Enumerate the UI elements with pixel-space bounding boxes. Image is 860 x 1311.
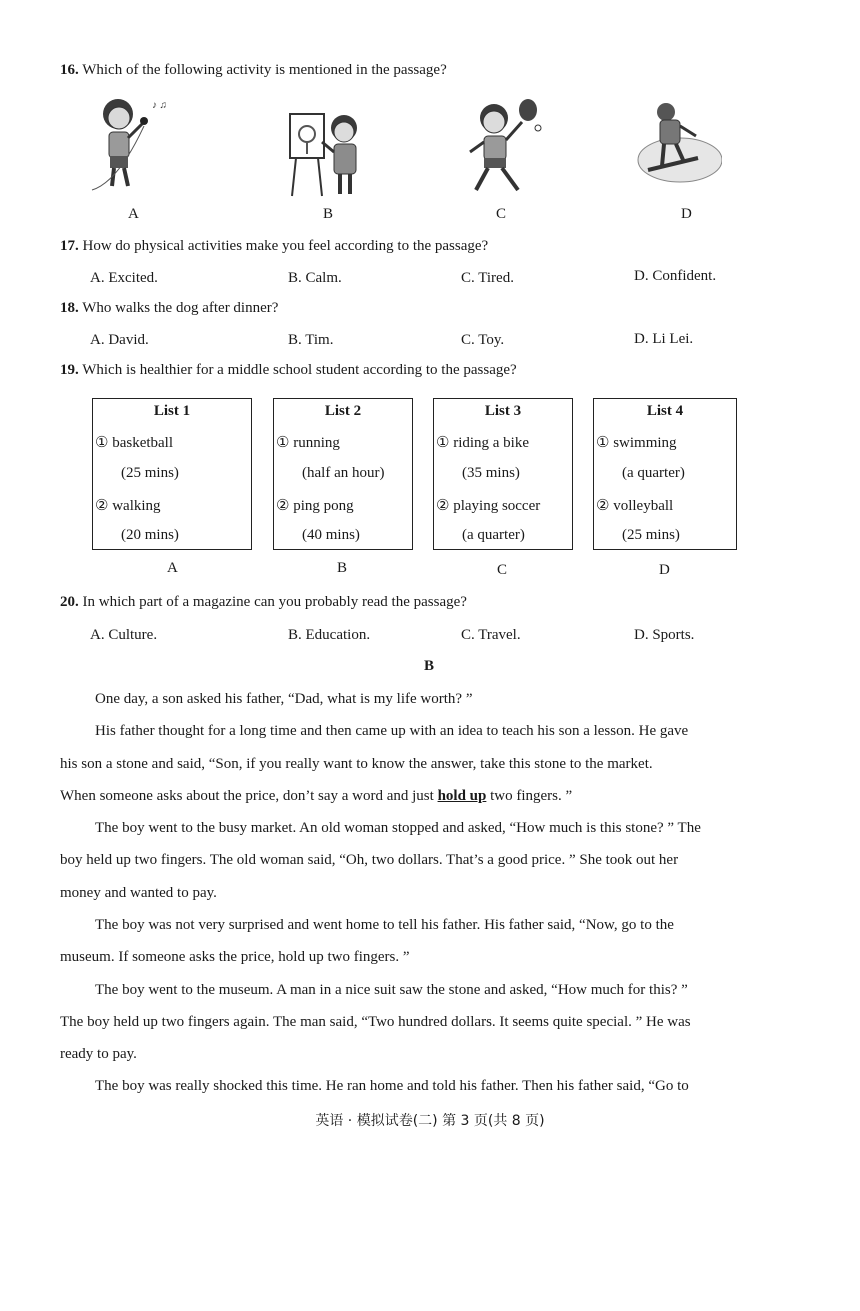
question-number: 20. bbox=[60, 594, 79, 610]
list-item-1: ① riding a bike bbox=[436, 435, 530, 451]
painting-girl-icon bbox=[286, 106, 372, 206]
passage-line bbox=[60, 788, 800, 805]
passage-line: money and wanted to pay. bbox=[60, 885, 217, 901]
passage-text: two fingers. ” bbox=[490, 788, 573, 804]
passage-line: The boy went to the busy market. An old woman stopped and asked, “How much is this stone? ” The bbox=[95, 820, 701, 836]
list-duration-2: (a quarter) bbox=[462, 527, 525, 543]
option-d[interactable]: D. Li Lei. bbox=[634, 331, 694, 347]
passage-line: boy held up two fingers. The old woman said, “Oh, two dollars. That’s a good price. ” She took out her bbox=[60, 852, 679, 868]
list-item-2: ② walking bbox=[95, 498, 161, 514]
page-footer: 英语 · 模拟试卷(二) 第 3 页(共 8 页) bbox=[315, 1113, 545, 1129]
svg-text:♪ ♫: ♪ ♫ bbox=[152, 100, 167, 111]
option-picture-d[interactable] bbox=[636, 96, 722, 196]
underlined-phrase: hold up bbox=[437, 788, 487, 804]
question-text: Who walks the dog after dinner? bbox=[82, 300, 279, 316]
option-b[interactable]: B. Education. bbox=[288, 627, 371, 643]
question-number: 18. bbox=[60, 300, 79, 316]
list-letter: B bbox=[337, 560, 348, 576]
passage-line: his son a stone and said, “Son, if you really want to know the answer, take this stone to the market. bbox=[60, 756, 653, 772]
picture-letter: B bbox=[323, 206, 334, 222]
question-17 bbox=[60, 238, 488, 255]
list-letter: D bbox=[659, 562, 670, 578]
list-item-2: ② volleyball bbox=[596, 498, 674, 514]
list-duration-1: (a quarter) bbox=[622, 465, 685, 481]
list-title: List 3 bbox=[484, 403, 522, 419]
passage-line: His father thought for a long time and then came up with an idea to teach his son a lesson. He gave bbox=[95, 723, 689, 739]
question-text: How do physical activities make you feel according to the passage? bbox=[82, 238, 489, 254]
question-16 bbox=[60, 62, 447, 79]
question-19 bbox=[60, 362, 517, 379]
list-box-4[interactable] bbox=[593, 398, 737, 550]
option-picture-b[interactable] bbox=[286, 106, 372, 206]
question-18 bbox=[60, 300, 278, 317]
list-box-1[interactable] bbox=[92, 398, 252, 550]
list-duration-1: (35 mins) bbox=[462, 465, 520, 481]
section-heading: B bbox=[424, 658, 435, 674]
option-b[interactable]: B. Tim. bbox=[288, 332, 334, 348]
singing-boy-icon bbox=[88, 92, 174, 192]
list-title: List 2 bbox=[324, 403, 362, 419]
picture-letter: C bbox=[496, 206, 507, 222]
list-title: List 4 bbox=[646, 403, 684, 419]
question-number: 19. bbox=[60, 362, 79, 378]
list-box-2[interactable] bbox=[273, 398, 413, 550]
passage-line: The boy went to the museum. A man in a nice suit saw the stone and asked, “How much for this? ” bbox=[95, 982, 688, 998]
list-box-3[interactable] bbox=[433, 398, 573, 550]
list-duration-2: (25 mins) bbox=[622, 527, 680, 543]
option-c[interactable]: C. Toy. bbox=[461, 332, 505, 348]
option-c[interactable]: C. Travel. bbox=[461, 627, 521, 643]
question-text: In which part of a magazine can you probably read the passage? bbox=[82, 594, 467, 610]
passage-line: The boy was really shocked this time. He ran home and told his father. Then his father said, “Go to bbox=[95, 1078, 689, 1094]
passage-line: One day, a son asked his father, “Dad, what is my life worth? ” bbox=[95, 691, 473, 707]
list-letter: A bbox=[167, 560, 178, 576]
option-a[interactable]: A. Culture. bbox=[90, 627, 158, 643]
list-duration-1: (25 mins) bbox=[121, 465, 179, 481]
question-number: 16. bbox=[60, 62, 79, 78]
passage-line: The boy was not very surprised and went home to tell his father. His father said, “Now, go to the bbox=[95, 917, 674, 933]
list-item-1: ① swimming bbox=[596, 435, 677, 451]
passage-line: ready to pay. bbox=[60, 1046, 137, 1062]
question-text: Which of the following activity is mentioned in the passage? bbox=[82, 62, 447, 78]
option-c[interactable]: C. Tired. bbox=[461, 270, 514, 286]
option-picture-a[interactable] bbox=[88, 92, 174, 192]
ping-pong-boy-icon bbox=[458, 96, 544, 196]
list-item-1: ① basketball bbox=[95, 435, 174, 451]
list-item-2: ② playing soccer bbox=[436, 498, 541, 514]
passage-line: museum. If someone asks the price, hold up two fingers. ” bbox=[60, 949, 410, 965]
picture-letter: D bbox=[681, 206, 692, 222]
picture-letter: A bbox=[128, 206, 139, 222]
list-item-1: ① running bbox=[276, 435, 340, 451]
passage-line: The boy held up two fingers again. The man said, “Two hundred dollars. It seems quite special. ” He was bbox=[60, 1014, 691, 1030]
option-d[interactable]: D. Sports. bbox=[634, 627, 695, 643]
option-d[interactable]: D. Confident. bbox=[634, 268, 717, 284]
list-duration-2: (40 mins) bbox=[302, 527, 360, 543]
list-title: List 1 bbox=[153, 403, 191, 419]
option-a[interactable]: A. Excited. bbox=[90, 270, 158, 286]
list-duration-2: (20 mins) bbox=[121, 527, 179, 543]
option-picture-c[interactable] bbox=[458, 96, 544, 196]
question-number: 17. bbox=[60, 238, 79, 254]
question-20 bbox=[60, 594, 467, 611]
option-b[interactable]: B. Calm. bbox=[288, 270, 342, 286]
question-text: Which is healthier for a middle school student according to the passage? bbox=[82, 362, 517, 378]
list-duration-1: (half an hour) bbox=[302, 465, 385, 481]
option-a[interactable]: A. David. bbox=[90, 332, 149, 348]
list-item-2: ② ping pong bbox=[276, 498, 354, 514]
list-letter: C bbox=[497, 562, 508, 578]
passage-text: When someone asks about the price, don’t say a word and just bbox=[60, 788, 434, 804]
snowboarding-person-icon bbox=[636, 96, 722, 196]
